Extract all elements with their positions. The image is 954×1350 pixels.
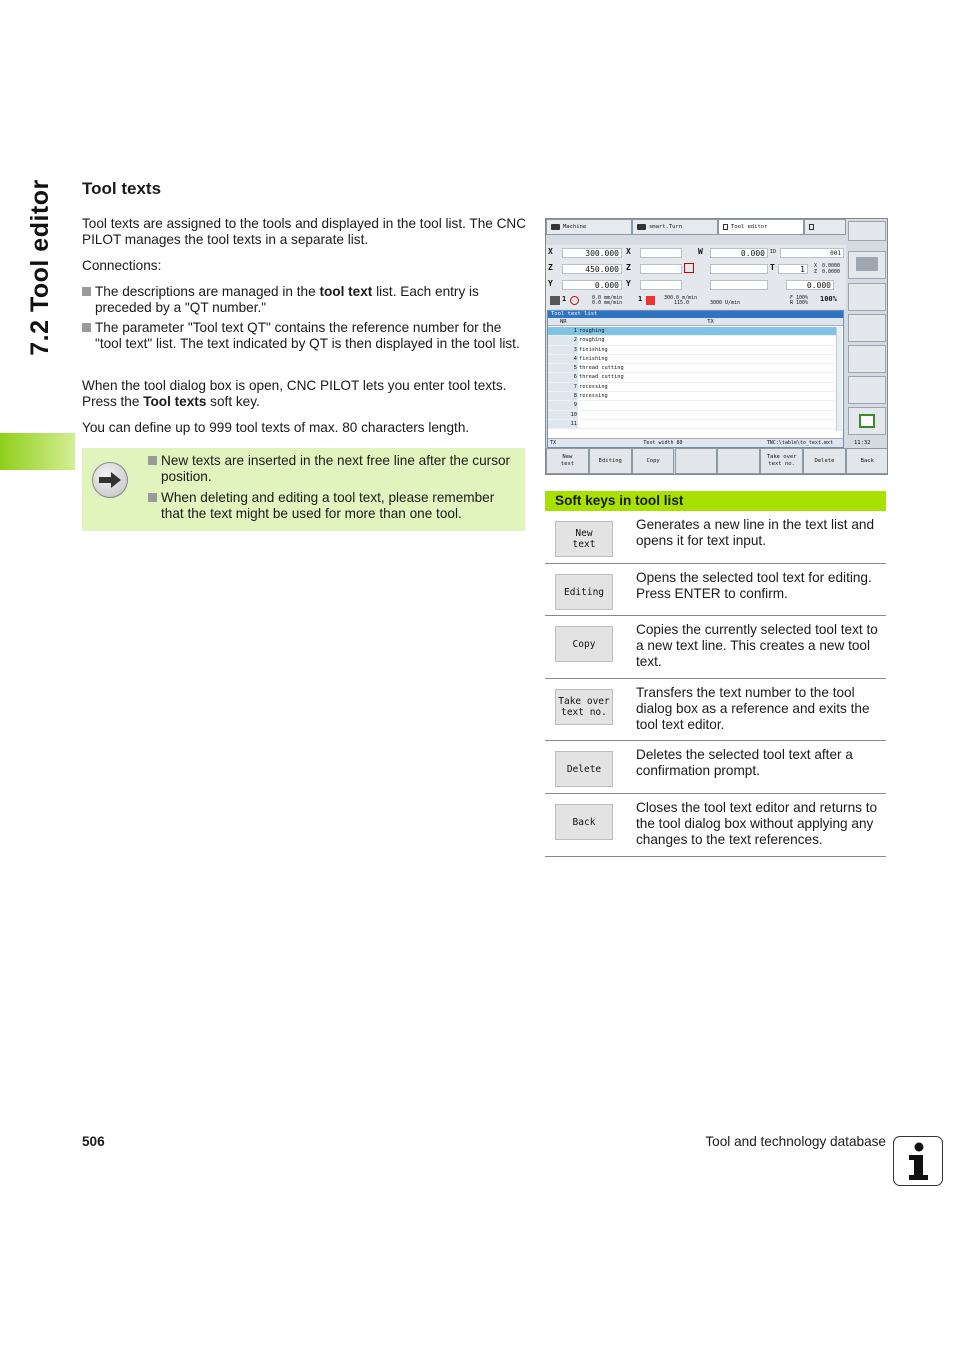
softkey-label: Take over text no. [766,454,797,467]
tool-warning-icon [684,263,694,273]
bullet-square-icon [82,287,91,296]
table-row[interactable] [548,411,837,420]
tab-extra[interactable] [804,219,846,235]
softkey-label: Copy [646,457,660,464]
softkey-row [545,794,886,857]
softkey-label: Back [860,457,874,464]
softkey-button[interactable] [760,448,803,474]
bullet-text: list. Each entry is preceded by a "QT number." [95,284,479,316]
tab-tool-editor[interactable]: Tool editor [718,219,804,235]
machine-icon [551,224,560,230]
row-text: roughing [579,337,605,344]
row-number: 9 [548,401,578,409]
bullet-square-icon [82,323,91,332]
chapter-title: Tool and technology database [705,1134,886,1149]
bullet-text: The parameter "Tool text QT" contains the reference number for the "tool text" list. The text indicated by QT is then displayed in the tool list. [95,320,520,352]
row-text: recessing [579,393,608,400]
info-icon [893,1136,943,1186]
row-text [578,411,837,419]
tool-t-icon [859,414,875,428]
softkey-description: Closes the tool text editor and returns to the tool dialog box without applying any changes to the text references. [636,800,878,848]
note-item: When deleting and editing a tool text, please remember that the text might be used for more than one tool. [148,490,518,523]
bullet-square-icon [148,456,157,465]
column-nr: NR [560,319,567,325]
row-text: finishing [579,355,608,362]
position-display [546,245,846,309]
softkey-bar [546,448,888,475]
tool-icon [723,224,728,230]
bullet-item [82,320,527,353]
spindle-stop-icon [646,296,655,305]
list-footer: TX Text width 80 TNC:\table\to_text.mxt [548,438,843,447]
row-number: 4 [548,355,578,363]
document-icon [809,224,814,230]
softkey-row [545,741,886,794]
axis-row: Y 0.000 Y 0.000 [548,279,844,291]
softkey-button[interactable] [632,448,675,474]
table-row[interactable] [548,346,837,355]
table-row[interactable] [548,355,837,364]
machine-view-icon [856,257,878,271]
dialog-paragraph: When the tool dialog box is open, CNC PILOT lets you enter tool texts. Press the Tool texts soft key. [82,378,507,410]
softkey-description: Opens the selected tool text for editing. Press ENTER to confirm. [636,570,872,602]
table-row[interactable] [548,383,837,392]
table-row[interactable] [548,420,837,429]
softkey-row [545,511,886,564]
row-text: recessing [579,383,608,390]
row-number: 6 [548,373,578,381]
softkey-row [545,564,886,616]
section-marker-bar [0,433,75,470]
note-box [82,448,525,531]
intro-paragraph: Tool texts are assigned to the tools and displayed in the tool list. The CNC PILOT manages the tool texts in a separate list. [82,216,527,248]
softkey-image: Back [555,804,613,840]
softkeys-table-header: Soft keys in tool list [545,491,886,511]
row-number: 5 [548,364,578,372]
row-number: 10 [548,411,578,419]
softkey-image: Take over text no. [555,689,613,725]
table-row[interactable] [548,336,837,345]
softkey-description: Copies the currently selected tool text to a new text line. This creates a new tool text. [636,622,878,670]
softkey-button[interactable] [675,448,718,474]
table-row[interactable] [548,401,837,410]
softkey-description: Transfers the text number to the tool dialog box as a reference and exits the tool text editor. [636,685,870,733]
tab-machine[interactable]: Machine [546,219,632,235]
softkey-row [545,616,886,679]
row-text: thread cutting [579,365,624,372]
softkey-description: Generates a new line in the text list and opens it for text input. [636,517,875,549]
row-number: 8 [548,392,578,400]
tab-bar [546,219,846,235]
connections-label: Connections: [82,258,162,273]
vertical-softkey[interactable] [848,314,886,342]
section-title-text: 7.2 Tool editor [25,179,54,356]
list-title: Tool text list [548,311,843,318]
vertical-softkey[interactable] [848,221,886,241]
row-number: 2 [548,336,578,344]
row-text: thread cutting [579,374,624,381]
softkey-label: New text [560,454,575,467]
status-row: 1 0.0 mm/min 0.0 mm/min 1 300.0 m/min 115.0 3000 U/min F 100% R 100% 100% [548,295,844,307]
vertical-softkey[interactable] [848,283,886,311]
vertical-softkey[interactable] [848,407,886,435]
table-row[interactable] [548,364,837,373]
vertical-softkey[interactable] [848,345,886,373]
table-row[interactable] [548,373,837,382]
bullet-bold-text: tool text [319,284,373,299]
softkey-label: Editing [598,457,622,464]
list-scrollbar[interactable] [836,327,842,431]
bullet-square-icon [148,493,157,502]
vertical-softkey[interactable] [848,376,886,404]
softkey-button[interactable] [846,448,888,474]
column-tx: TX [707,319,714,325]
softkey-description: Deletes the selected tool text after a confirmation prompt. [636,747,853,779]
softkey-image: Copy [555,626,613,662]
page-number: 506 [82,1134,105,1149]
arrow-right-icon [92,462,128,498]
axis-row: Z 450.000 Z T 1 X 0.0000 Z 0.0000 [548,263,841,275]
row-number: 11 [548,420,578,428]
stop-icon [570,296,579,305]
row-number: 1 [548,327,578,335]
clock: 11:32 [854,440,871,446]
list-header [548,318,843,326]
softkey-button[interactable] [546,448,589,474]
softkey-button[interactable] [717,448,760,474]
axis-row: X 300.000 X W 0.000 ID 001 [548,247,844,259]
bullet-text: The descriptions are managed in the [95,284,320,299]
vertical-softkeys [846,219,888,447]
row-text: finishing [579,346,608,353]
softkey-button[interactable] [803,448,846,474]
arrow-icon [637,224,646,230]
cnc-screenshot [545,218,888,475]
table-row[interactable] [548,327,837,336]
list-rows [548,327,837,429]
section-side-title [14,180,66,355]
tool-text-list [547,310,844,448]
softkey-image: Delete [555,751,613,787]
softkey-row [545,679,886,741]
vertical-softkey[interactable] [848,251,886,279]
max-paragraph: You can define up to 999 tool texts of max. 80 characters length. [82,420,470,435]
row-number: 7 [548,383,578,391]
softkey-image: Editing [555,574,613,610]
softkey-label: Delete [814,457,835,464]
row-number: 3 [548,346,578,354]
spindle-icon [550,296,560,305]
page-heading: Tool texts [82,179,162,198]
row-text [578,420,837,428]
softkey-image: New text [555,521,613,557]
row-text: roughing [578,327,837,335]
tab-smart-turn[interactable]: smart.Turn [632,219,718,235]
bullet-item [82,284,527,317]
row-text [578,401,837,409]
table-row[interactable] [548,392,837,401]
note-item: New texts are inserted in the next free line after the cursor position. [148,453,518,486]
softkey-button[interactable] [589,448,632,474]
